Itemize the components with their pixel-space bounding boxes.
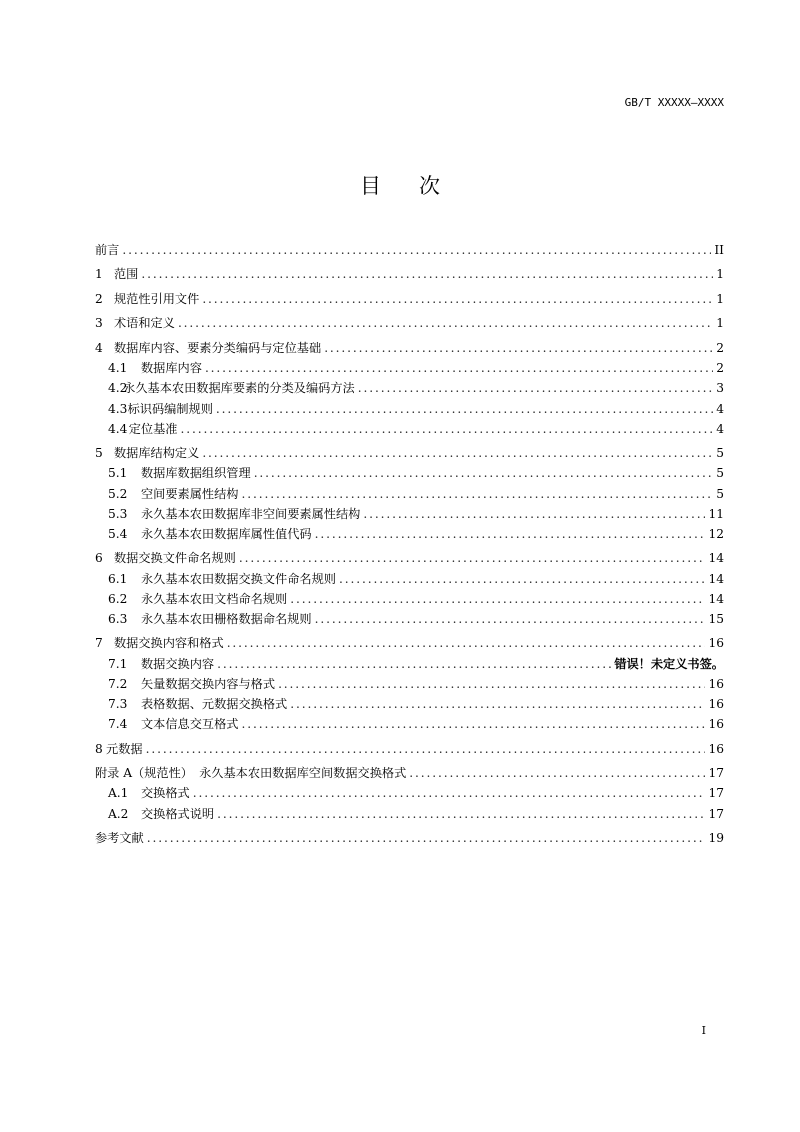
- toc-entry-page: 16: [708, 697, 724, 712]
- toc-entry-number: 6.2: [108, 591, 128, 606]
- toc-entry-number: 4.3: [108, 401, 128, 416]
- toc-entry-page: 17: [708, 766, 724, 781]
- toc-entry-number: 7.1: [108, 656, 128, 671]
- toc-entry-page: 16: [708, 717, 724, 732]
- toc-entry-label: 定位基准: [128, 421, 178, 436]
- toc-entry[interactable]: [95, 505, 724, 525]
- toc-dot-leader: [147, 831, 706, 845]
- toc-entry[interactable]: [95, 655, 724, 675]
- toc-entry[interactable]: [95, 379, 724, 399]
- toc-entry-page: 4: [716, 421, 724, 436]
- toc-entry-number: 5.1: [108, 466, 128, 481]
- toc-dot-leader: [290, 697, 705, 711]
- toc-entry-number: 6.3: [108, 611, 128, 626]
- toc-entry-page: 19: [708, 831, 724, 846]
- toc-entry-page: 5: [716, 466, 724, 481]
- toc-entry-label: 附录 A（规范性） 永久基本农田数据库空间数据交换格式: [95, 766, 407, 781]
- page-number: I: [701, 1024, 706, 1037]
- toc-entry-page: 16: [708, 741, 724, 756]
- toc-entry[interactable]: [95, 805, 724, 825]
- toc-entry-page: 14: [708, 551, 724, 566]
- toc-dot-leader: [358, 381, 714, 395]
- toc-entry-number: 8: [95, 741, 103, 756]
- toc-entry-number: 5.4: [108, 526, 128, 541]
- toc-entry-label: 矢量数据交换内容与格式: [141, 676, 276, 691]
- toc-dot-leader: [146, 742, 706, 756]
- toc-entry-page: 1: [716, 267, 724, 282]
- toc-entry-page: 3: [716, 381, 724, 396]
- toc-dot-leader: [278, 677, 705, 691]
- toc-entry-label: 交换格式说明: [141, 806, 215, 821]
- toc-entry-page: 14: [708, 571, 724, 586]
- toc-dot-leader: [217, 807, 705, 821]
- toc-entry-label: 数据库内容: [141, 361, 202, 376]
- toc-entry-label: 永久基本农田数据库属性值代码: [141, 526, 312, 541]
- toc-entry[interactable]: [95, 339, 724, 359]
- toc-entry[interactable]: [95, 464, 724, 484]
- toc-dot-leader: [409, 766, 705, 780]
- toc-entry-number: 7.3: [108, 697, 128, 712]
- toc-entry-label: 永久基本农田文档命名规则: [141, 591, 288, 606]
- toc-dot-leader: [290, 592, 705, 606]
- toc-dot-leader: [141, 267, 713, 281]
- toc-entry-number: 1: [95, 267, 103, 282]
- toc-entry-label: 术语和定义: [114, 316, 175, 331]
- toc-entry-label: 数据交换文件命名规则: [114, 551, 236, 566]
- toc-entry-label: 规范性引用文件: [114, 291, 200, 306]
- toc-entry[interactable]: [95, 590, 724, 610]
- toc-entry-label: 数据库内容、要素分类编码与定位基础: [114, 340, 322, 355]
- toc-entry-label: 数据库数据组织管理: [141, 466, 251, 481]
- toc-entry-page: 2: [716, 340, 724, 355]
- toc-dot-leader: [339, 572, 705, 586]
- toc-entry[interactable]: [95, 420, 724, 440]
- toc-entry[interactable]: [95, 241, 724, 261]
- toc-entry-page: 1: [716, 291, 724, 306]
- toc-entry-label: 前言: [95, 243, 120, 257]
- toc-dot-leader: [324, 341, 713, 355]
- toc-entry-label: 数据交换内容和格式: [114, 636, 224, 651]
- toc-dot-leader: [315, 612, 706, 626]
- toc-entry-label: 表格数据、元数据交换格式: [141, 697, 288, 712]
- toc-entry[interactable]: [95, 829, 724, 849]
- toc-entry-label: 数据交换内容: [141, 656, 215, 671]
- toc-entry-page: 17: [708, 806, 724, 821]
- toc-entry-number: 3: [95, 316, 103, 331]
- toc-entry-number: 7.2: [108, 676, 128, 691]
- toc-entry[interactable]: [95, 485, 724, 505]
- toc-entry-page: 15: [708, 611, 724, 626]
- toc-entry-number: 6: [95, 551, 103, 566]
- toc-entry[interactable]: [95, 359, 724, 379]
- toc-entry[interactable]: [95, 265, 724, 285]
- toc-entry-error: 错误！未定义书签。: [614, 656, 724, 671]
- toc-entry-label: 范围: [114, 267, 139, 282]
- toc-entry-page: 5: [716, 446, 724, 461]
- document-code: GB/T XXXXX—XXXX: [624, 96, 724, 109]
- toc-entry-page: II: [714, 243, 724, 257]
- toc-entry-page: 17: [708, 786, 724, 801]
- toc-dot-leader: [202, 446, 713, 460]
- toc-entry-page: 14: [708, 591, 724, 606]
- toc-dot-leader: [242, 487, 714, 501]
- toc-dot-leader: [242, 717, 706, 731]
- toc-dot-leader: [193, 786, 706, 800]
- table-of-contents: [95, 241, 724, 849]
- page-title: 目次: [360, 174, 478, 198]
- toc-entry-number: 4: [95, 340, 103, 355]
- toc-entry-label: 空间要素属性结构: [141, 486, 239, 501]
- toc-entry[interactable]: [95, 570, 724, 590]
- toc-entry-label: 永久基本农田数据库非空间要素属性结构: [141, 506, 361, 521]
- toc-entry-page: 12: [708, 526, 724, 541]
- toc-entry-label: 标识码编制规则: [127, 401, 213, 416]
- toc-entry-number: 7: [95, 636, 103, 651]
- toc-entry-page: 2: [716, 361, 724, 376]
- toc-entry[interactable]: [95, 695, 724, 715]
- toc-entry[interactable]: [95, 444, 724, 464]
- toc-entry-number: 5.3: [108, 506, 128, 521]
- toc-entry-number: 4.1: [108, 361, 128, 376]
- toc-dot-leader: [315, 527, 706, 541]
- toc-entry-page: 5: [716, 486, 724, 501]
- toc-entry-page: 16: [708, 636, 724, 651]
- toc-entry[interactable]: [95, 314, 724, 334]
- toc-entry[interactable]: [95, 290, 724, 310]
- toc-dot-leader: [217, 657, 611, 671]
- toc-entry-page: 16: [708, 676, 724, 691]
- toc-entry-page: 11: [708, 506, 724, 521]
- toc-entry-number: 4.2: [108, 381, 128, 396]
- toc-entry[interactable]: [95, 610, 724, 630]
- toc-entry-number: 5.2: [108, 486, 128, 501]
- toc-dot-leader: [122, 243, 711, 257]
- toc-entry[interactable]: [95, 634, 724, 654]
- toc-entry-label: 文本信息交互格式: [141, 717, 239, 732]
- toc-entry[interactable]: [95, 715, 724, 735]
- toc-dot-leader: [239, 551, 706, 565]
- toc-dot-leader: [254, 466, 714, 480]
- toc-dot-leader: [178, 316, 713, 330]
- toc-entry[interactable]: [95, 784, 724, 804]
- toc-entry-label: 数据库结构定义: [114, 446, 200, 461]
- toc-entry-label: 参考文献: [95, 831, 144, 846]
- toc-entry-page: 4: [716, 401, 724, 416]
- toc-dot-leader: [363, 507, 705, 521]
- toc-entry-label: 元数据: [106, 741, 143, 756]
- toc-entry[interactable]: [95, 549, 724, 569]
- toc-dot-leader: [216, 402, 713, 416]
- toc-dot-leader: [180, 422, 713, 436]
- toc-entry[interactable]: [95, 675, 724, 695]
- toc-entry-number: 6.1: [108, 571, 128, 586]
- toc-entry-number: A.2: [108, 806, 129, 821]
- toc-entry-number: 2: [95, 291, 103, 306]
- toc-entry[interactable]: [95, 525, 724, 545]
- toc-entry[interactable]: [95, 764, 724, 784]
- toc-entry-label: 交换格式: [141, 786, 190, 801]
- toc-dot-leader: [202, 292, 713, 306]
- toc-entry[interactable]: [95, 740, 724, 760]
- toc-entry-number: 7.4: [108, 717, 128, 732]
- toc-entry-label: 永久基本农田栅格数据命名规则: [141, 611, 312, 626]
- toc-entry[interactable]: [95, 400, 724, 420]
- toc-entry-label: 永久基本农田数据交换文件命名规则: [141, 571, 336, 586]
- toc-entry-number: 4.4: [108, 421, 128, 436]
- toc-entry-page: 1: [716, 316, 724, 331]
- toc-dot-leader: [227, 636, 706, 650]
- toc-entry-number: 5: [95, 446, 103, 461]
- toc-entry-number: A.1: [108, 786, 129, 801]
- toc-dot-leader: [205, 361, 713, 375]
- toc-entry-label: 永久基本农田数据库要素的分类及编码方法: [123, 381, 355, 396]
